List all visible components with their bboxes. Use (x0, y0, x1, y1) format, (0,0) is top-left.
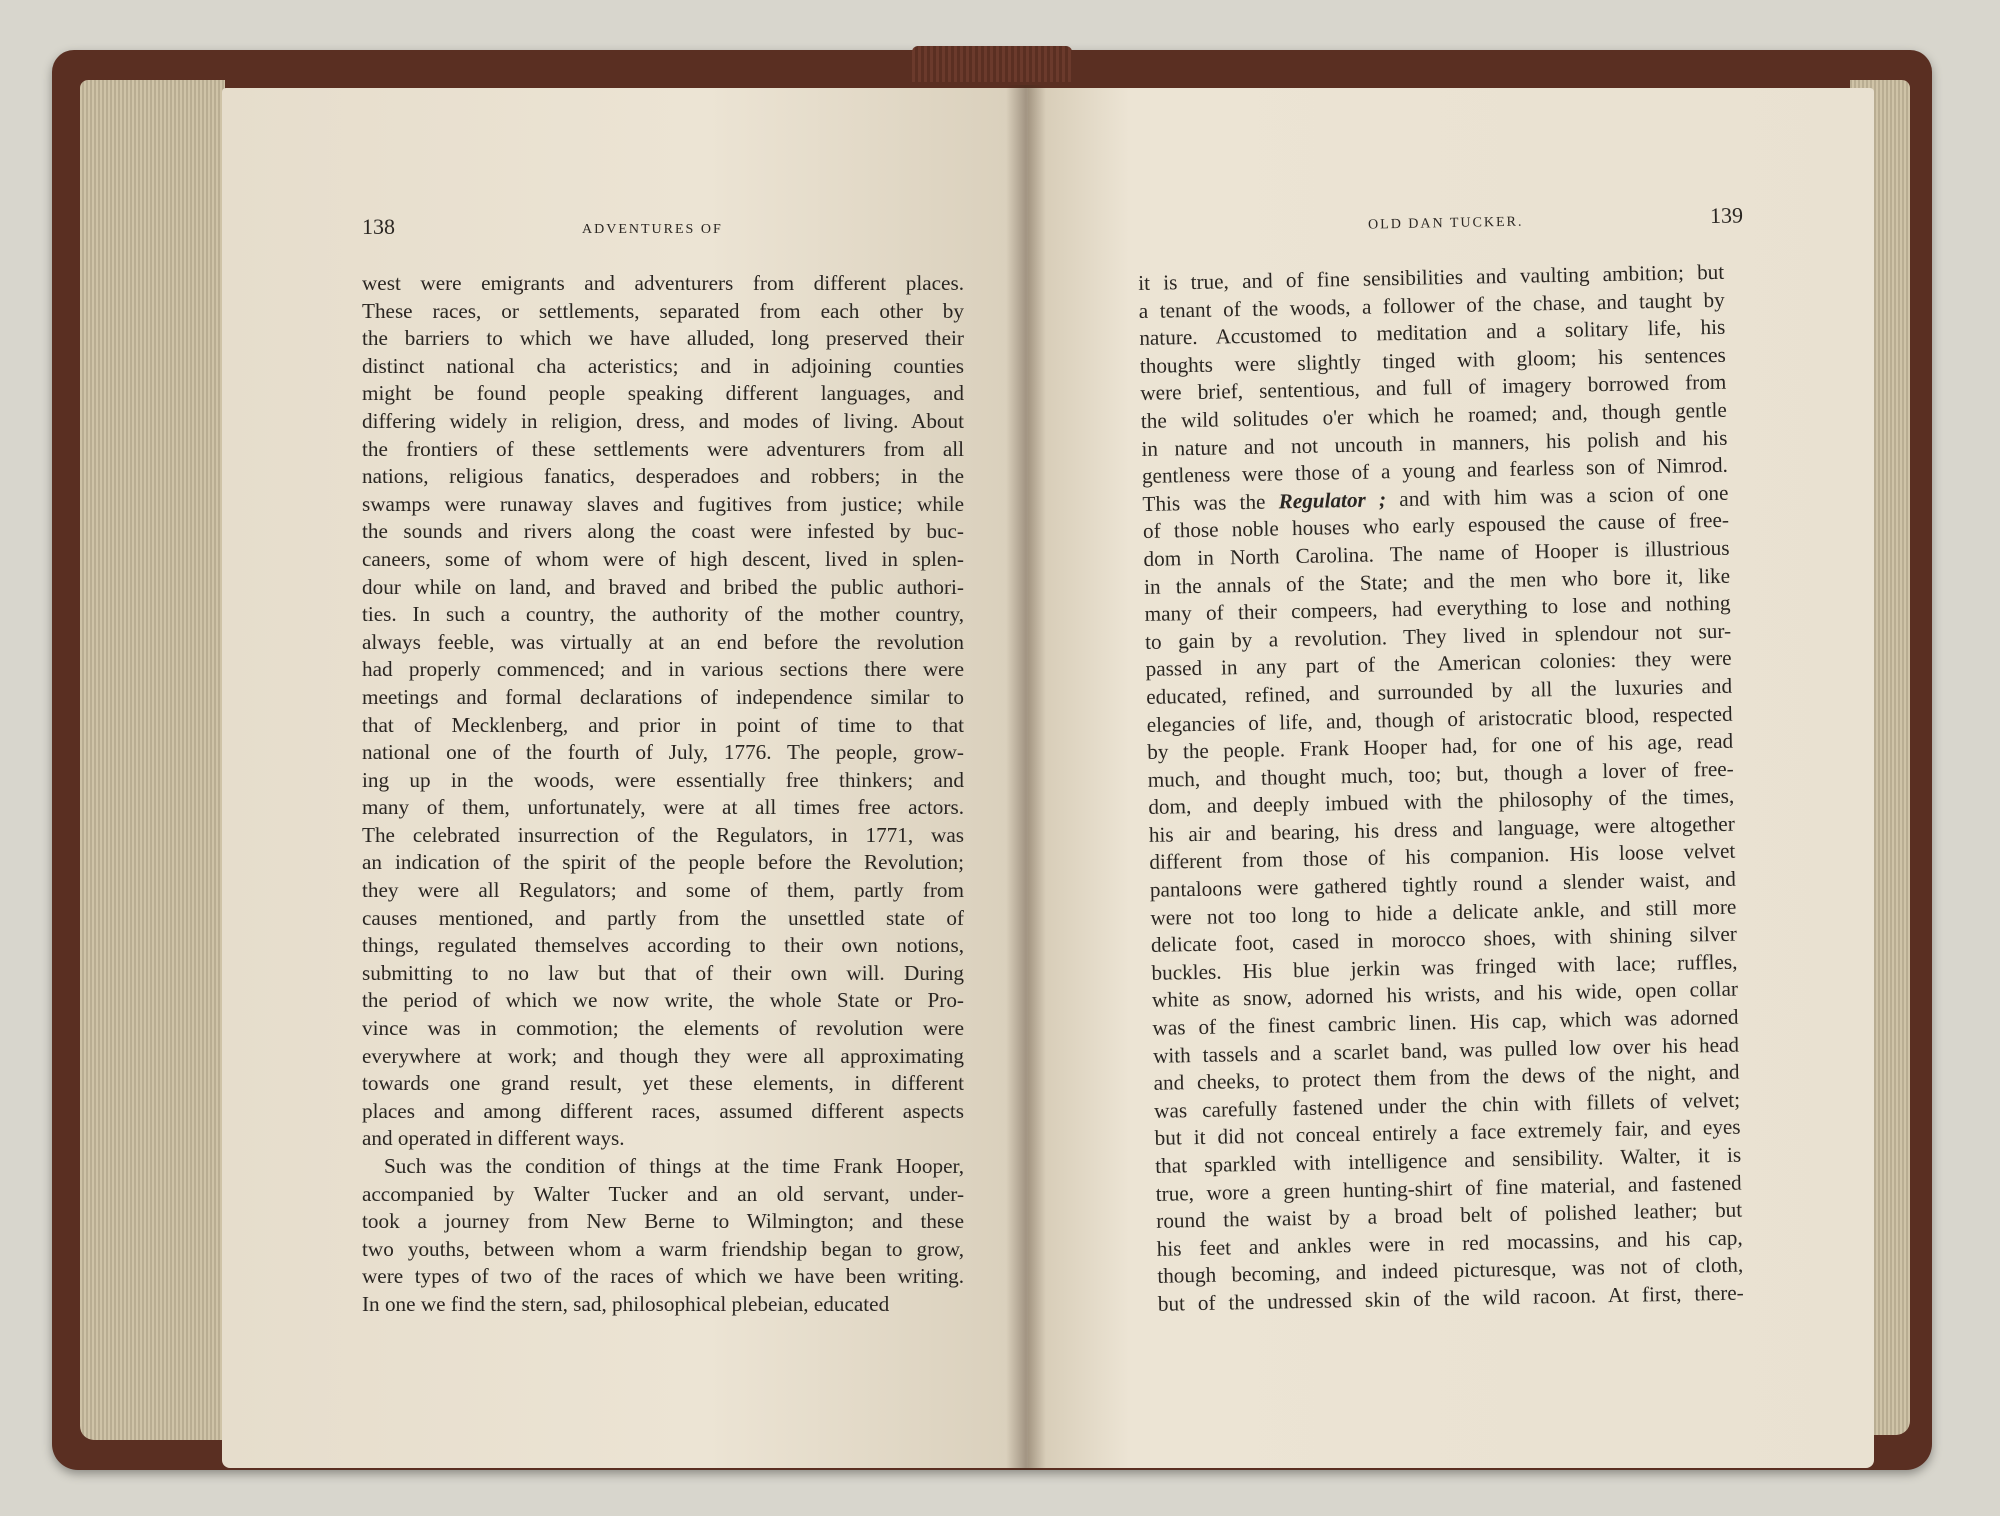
text-line: This was the Regulator ; and with him was a scion of one (1142, 480, 1729, 516)
text-line: was of the finest cambric linen. His cap, which was adorned (1152, 1004, 1739, 1040)
right-page-text (1138, 259, 1744, 1319)
text-line: and cheeks, to protect them from the dews of the night, and (1153, 1059, 1740, 1096)
text-line: though becoming, and indeed picturesque, was not of cloth, (1157, 1252, 1744, 1289)
text-line: places and among different races, assumed different aspects (362, 1098, 964, 1123)
left-page-header (362, 214, 962, 252)
text-line: his air and bearing, his dress and language, were altogether (1148, 811, 1735, 847)
right-page-header (1138, 202, 1744, 252)
text-line: had properly commenced; and in various sections there were (362, 657, 964, 682)
left-page (222, 88, 1028, 1468)
text-line: that sparkled with intelligence and sensibility. Walter, it is (1154, 1142, 1742, 1178)
text-line: caneers, some of whom were of high descent, lived in splen- (362, 546, 964, 571)
text-line: were brief, sententious, and full of imagery borrowed from (1140, 370, 1727, 406)
running-head: ADVENTURES OF (582, 222, 723, 237)
text-line: with tassels and a scarlet band, was pulled low over his head (1152, 1032, 1740, 1068)
text-line: was carefully fastened under the chin with fillets of velvet; (1153, 1087, 1741, 1123)
text-line: dom in North Carolina. The name of Hooper is illustrious (1143, 535, 1730, 571)
text-line: round the waist by a broad belt of polished leather; but (1156, 1197, 1743, 1234)
text-line: the barriers to which we have alluded, long preserved their (362, 326, 964, 351)
text-line: gentleness were those of a young and fearless son of Nimrod. (1141, 452, 1729, 489)
right-page (1028, 88, 1874, 1468)
book-gutter (1006, 85, 1046, 1470)
text-line: nations, religious fanatics, desperadoes and robbers; in the (362, 464, 964, 489)
text-line: were not too long to hide a delicate ankle, and still more (1150, 894, 1737, 930)
left-page-text (362, 270, 964, 1319)
text-line: but of the undressed skin of the wild racoon. At first, there- (1157, 1280, 1744, 1316)
text-line: distinct national cha acteristics; and in adjoining counties (362, 353, 964, 378)
text-line: everywhere at work; and though they were all approximating (362, 1043, 964, 1068)
text-line: true, wore a green hunting-shirt of fine material, and fastened (1155, 1170, 1742, 1206)
text-line: causes mentioned, and partly from the unsettled state of (362, 905, 964, 930)
text-line: always feeble, was virtually at an end before the revolution (362, 629, 964, 654)
text-line: towards one grand result, yet these elements, in different (362, 1071, 964, 1096)
text-line: much, and thought much, too; but, though a lover of free- (1147, 756, 1734, 792)
text-line: submitting to no law but that of their own will. During (362, 960, 964, 985)
text-line: many of their compeers, had everything to lose and nothing (1144, 590, 1731, 627)
text-line: The celebrated insurrection of the Regulators, in 1771, was (362, 822, 964, 847)
text-line: but it did not conceal entirely a face extremely fair, and eyes (1154, 1114, 1741, 1151)
text-line: an indication of the spirit of the people before the Revolution; (362, 850, 964, 875)
text-line: vince was in commotion; the elements of revolution were (362, 1016, 964, 1041)
text-line: many of them, unfortunately, were at all times free actors. (362, 795, 964, 820)
page-edges-left (80, 80, 225, 1440)
text-line: were types of two of the races of which we have been writing. (362, 1264, 964, 1289)
running-head: OLD DAN TUCKER. (1367, 214, 1524, 233)
text-line: national one of the fourth of July, 1776. The people, grow- (362, 740, 964, 765)
page-number: 138 (362, 214, 395, 239)
text-line: buckles. His blue jerkin was fringed with lace; ruffles, (1151, 949, 1738, 985)
text-line: swamps were runaway slaves and fugitives from justice; while (362, 491, 964, 516)
text-line: meetings and formal declarations of independence similar to (362, 684, 964, 709)
text-line: educated, refined, and surrounded by all the luxuries and (1145, 673, 1733, 709)
text-line: a tenant of the woods, a follower of the chase, and taught by (1138, 287, 1725, 323)
text-line: the sounds and rivers along the coast were infested by buc- (362, 519, 964, 544)
text-line: ing up in the woods, were essentially free thinkers; and (362, 767, 964, 792)
text-line: thoughts were slightly tinged with gloom; his sentences (1139, 342, 1726, 378)
text-line: nature. Accustomed to meditation and a solitary life, his (1139, 314, 1726, 351)
text-line: dour while on land, and braved and bribed the public authori- (362, 574, 964, 599)
text-line: These races, or settlements, separated from each other by (362, 298, 964, 323)
text-line: things, regulated themselves according to their own notions, (362, 933, 964, 958)
text-line: passed in any part of the American colonies: they were (1145, 645, 1732, 682)
text-line: in nature and not uncouth in manners, his polish and his (1141, 425, 1728, 461)
text-line: of those noble houses who early espoused the cause of free- (1142, 508, 1730, 544)
text-line: that of Mecklenberg, and prior in point of time to that (362, 712, 964, 737)
text-line: differing widely in religion, dress, and modes of living. About (362, 408, 964, 433)
page-number: 139 (1709, 202, 1744, 229)
text-line: different from those of his companion. His loose velvet (1149, 839, 1736, 875)
text-line: west were emigrants and adventurers from different places. (362, 271, 964, 295)
text-line: pantaloons were gathered tightly round a slender waist, and (1149, 866, 1737, 902)
text-line: two youths, between whom a warm friendship began to grow, (362, 1236, 964, 1261)
text-line: accompanied by Walter Tucker and an old servant, under- (362, 1181, 964, 1206)
text-line: dom, and deeply imbued with the philosophy of the times, (1148, 783, 1735, 820)
text-line: white as snow, adorned his wrists, and his wide, open collar (1151, 977, 1739, 1013)
text-line: ties. In such a country, the authority of the mother country, (362, 602, 964, 627)
text-line: Such was the condition of things at the time Frank Hooper, (384, 1154, 964, 1178)
text-line: by the people. Frank Hooper had, for one of his age, read (1147, 728, 1734, 765)
text-line: in the annals of the State; and the men who bore it, like (1143, 563, 1731, 599)
text-line: In one we find the stern, sad, philosophical plebeian, educated (362, 1291, 890, 1316)
text-line: it is true, and of fine sensibilities and vaulting ambition; but (1138, 259, 1725, 295)
text-line: took a journey from New Berne to Wilmington; and these (362, 1209, 964, 1234)
text-line: the wild solitudes o'er which he roamed; and, though gentle (1140, 397, 1728, 433)
text-line: to gain by a revolution. They lived in splendour not sur- (1144, 618, 1732, 654)
book-spine (912, 46, 1072, 82)
text-line: the frontiers of these settlements were adventurers from all (362, 436, 964, 461)
text-line: and operated in different ways. (362, 1126, 625, 1151)
text-line: the period of which we now write, the whole State or Pro- (362, 988, 964, 1013)
text-line: they were all Regulators; and some of them, partly from (362, 878, 964, 903)
text-line: his feet and ankles were in red mocassins, and his cap, (1156, 1225, 1743, 1261)
text-line: delicate foot, cased in morocco shoes, with shining silver (1150, 921, 1738, 958)
text-line: elegancies of life, and, though of aristocratic blood, respected (1146, 701, 1733, 737)
text-line: might be found people speaking different languages, and (362, 381, 964, 406)
